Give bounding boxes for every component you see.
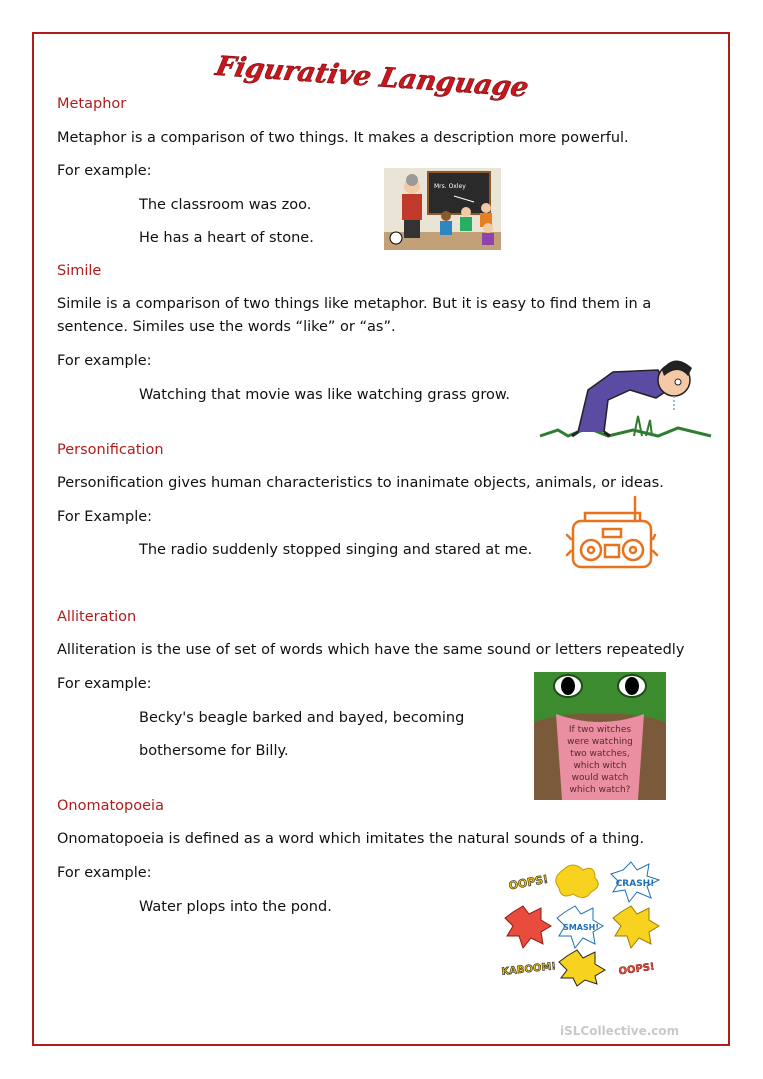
svg-text:were watching: were watching (567, 737, 633, 747)
onomatopoeia-heading: Onomatopoeia (57, 798, 164, 814)
svg-text:KABOOM!: KABOOM! (501, 961, 557, 978)
personification-definition: Personification gives human characteristics to inanimate objects, animals, or ideas. (57, 475, 664, 491)
svg-text:CRASH!: CRASH! (615, 879, 655, 889)
metaphor-definition: Metaphor is a comparison of two things. It makes a description more powerful. (57, 130, 629, 146)
svg-text:Mrs. Oxley: Mrs. Oxley (434, 183, 466, 190)
alliteration-example-2: bothersome for Billy. (139, 743, 289, 759)
radio-icon (565, 495, 660, 580)
alliteration-heading: Alliteration (57, 609, 137, 625)
grass-watching-illustration (538, 350, 713, 442)
frog-tongue-twister-illustration (534, 672, 666, 800)
personification-example-label: For Example: (57, 509, 153, 525)
svg-text:SMASH!: SMASH! (562, 923, 600, 932)
watermark: iSLCollective.com (560, 1024, 680, 1038)
svg-text:OOPS!: OOPS! (507, 872, 550, 893)
simile-example-label: For example: (57, 353, 152, 369)
metaphor-example-2: He has a heart of stone. (139, 230, 314, 246)
svg-text:OOPS!: OOPS! (618, 961, 656, 978)
classroom-illustration (384, 168, 501, 250)
simile-definition: Simile is a comparison of two things like metaphor. But it is easy to find them in a sentence. Similes use the words “like” or “as”. (57, 296, 652, 335)
metaphor-heading: Metaphor (57, 96, 127, 112)
personification-example-1: The radio suddenly stopped singing and stared at me. (139, 542, 533, 558)
page-title-text: Figurative Language (212, 51, 532, 104)
personification-heading: Personification (57, 442, 164, 458)
onomatopoeia-example-label: For example: (57, 865, 152, 881)
alliteration-example-label: For example: (57, 676, 152, 692)
svg-text:which witch: which witch (573, 761, 627, 771)
svg-text:If two witches: If two witches (568, 725, 632, 735)
onomatopoeia-definition: Onomatopoeia is defined as a word which imitates the natural sounds of a thing. (57, 831, 645, 847)
svg-text:which watch?: which watch? (569, 785, 631, 795)
svg-text:two watches,: two watches, (570, 749, 630, 759)
alliteration-example-1: Becky's beagle barked and bayed, becoming (139, 710, 465, 726)
metaphor-example-label: For example: (57, 163, 152, 179)
simile-heading: Simile (57, 263, 102, 279)
metaphor-example-1: The classroom was zoo. (139, 197, 312, 213)
comic-sound-effects-illustration (503, 856, 668, 986)
alliteration-definition: Alliteration is the use of set of words which have the same sound or letters repeatedly (57, 642, 685, 658)
onomatopoeia-example-1: Water plops into the pond. (139, 899, 332, 915)
svg-text:would watch: would watch (571, 773, 629, 783)
simile-example-1: Watching that movie was like watching grass grow. (139, 387, 510, 403)
page-title (212, 44, 532, 104)
